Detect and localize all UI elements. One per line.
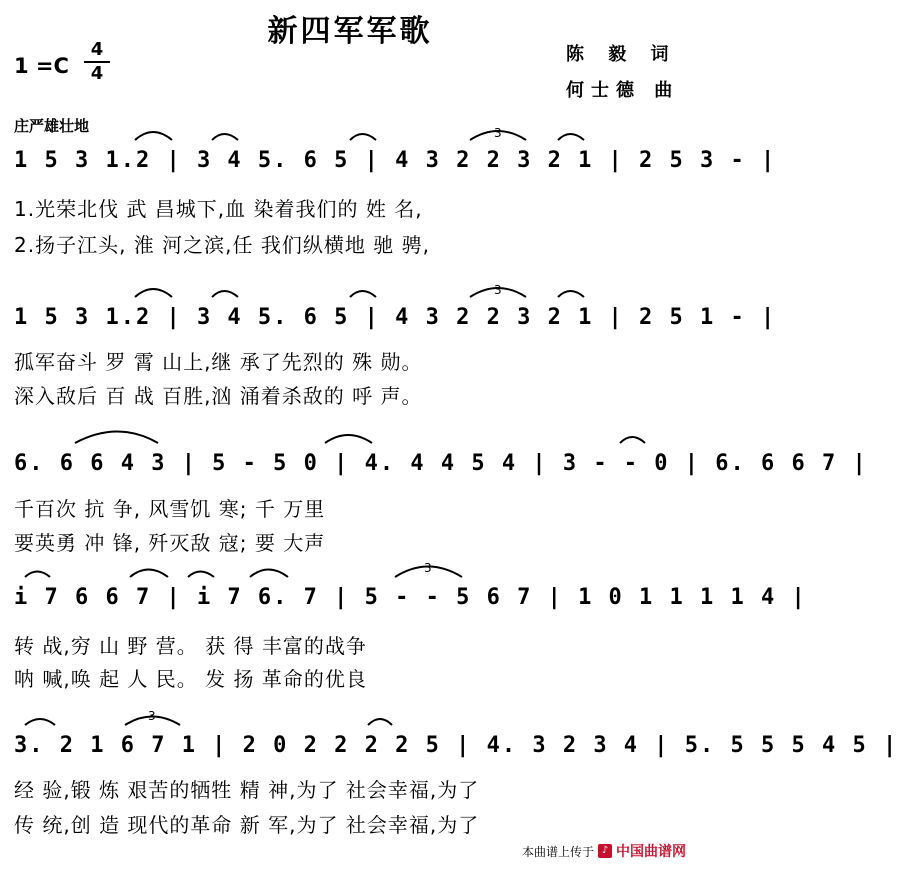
triplet-number-2: 3 — [494, 283, 502, 297]
triplet-number-4: 3 — [148, 709, 156, 723]
system-4-notes: i 7 6 6 7 | i 7 6. 7 | 5 - - 5 6 7 | 1 0 1 1 1 1 4 | — [14, 585, 807, 610]
system-2-lyrics-verse-1: 孤军奋斗 罗 霄 山上,继 承了先烈的 殊 勋。 — [14, 350, 423, 374]
system-2-notes: 1 5 3 1.2 | 3 4 5. 6 5 | 4 3 2 2 3 2 1 | 2 5 1 - | — [14, 305, 777, 330]
system-5-lyrics-verse-2: 传 统,创 造 现代的革命 新 军,为了 社会幸福,为了 — [14, 813, 480, 837]
key-signature: 1 =C — [14, 54, 69, 78]
triplet-number-1: 3 — [494, 126, 502, 140]
site-logo-icon: ♪ — [598, 844, 612, 858]
system-5-notes: 3. 2 1 6 7 1 | 2 0 2 2 2 2 5 | 4. 3 2 3 4 | 5. 5 5 5 4 5 | — [14, 733, 898, 758]
system-5-lyrics-verse-1: 经 验,锻 炼 艰苦的牺牲 精 神,为了 社会幸福,为了 — [14, 778, 480, 802]
system-4-lyrics-verse-1: 转 战,穷 山 野 营。 获 得 丰富的战争 — [14, 634, 367, 658]
system-3-notes: 6. 6 6 4 3 | 5 - 5 0 | 4. 4 4 5 4 | 3 - - 0 | 6. 6 6 7 | — [14, 451, 868, 476]
system-1-lyrics-verse-1: 1.光荣北伐 武 昌城下,血 染着我们的 姓 名, — [14, 197, 423, 221]
song-title: 新四军军歌 — [267, 14, 433, 49]
system-1-notes: 1 5 3 1.2 | 3 4 5. 6 5 | 4 3 2 2 3 2 1 | 2 5 3 - | — [14, 148, 777, 173]
expression-marking: 庄严雄壮地 — [14, 117, 90, 135]
site-name: 中国曲谱网 — [616, 844, 686, 860]
system-1-lyrics-verse-2: 2.扬子江头, 淮 河之滨,任 我们纵横地 驰 骋, — [14, 233, 430, 257]
time-signature-bottom: 4 — [90, 63, 104, 84]
triplet-number-3: 3 — [424, 561, 432, 575]
system-4-lyrics-verse-2: 呐 喊,唤 起 人 民。 发 扬 革命的优良 — [14, 667, 367, 691]
system-3-lyrics-verse-1: 千百次 抗 争, 风雪饥 寒; 千 万里 — [14, 497, 326, 521]
system-2-lyrics-verse-2: 深入敌后 百 战 百胜,汹 涌着杀敌的 呼 声。 — [14, 384, 423, 408]
system-3-lyrics-verse-2: 要英勇 冲 锋, 歼灭敌 寇; 要 大声 — [14, 531, 326, 555]
composer-credit: 何士德 曲 — [566, 80, 680, 101]
footer-text: 本曲谱上传于 — [521, 844, 594, 859]
lyricist-credit: 陈 毅 词 — [566, 44, 678, 65]
watermark — [522, 841, 686, 861]
time-signature-top: 4 — [90, 39, 104, 60]
